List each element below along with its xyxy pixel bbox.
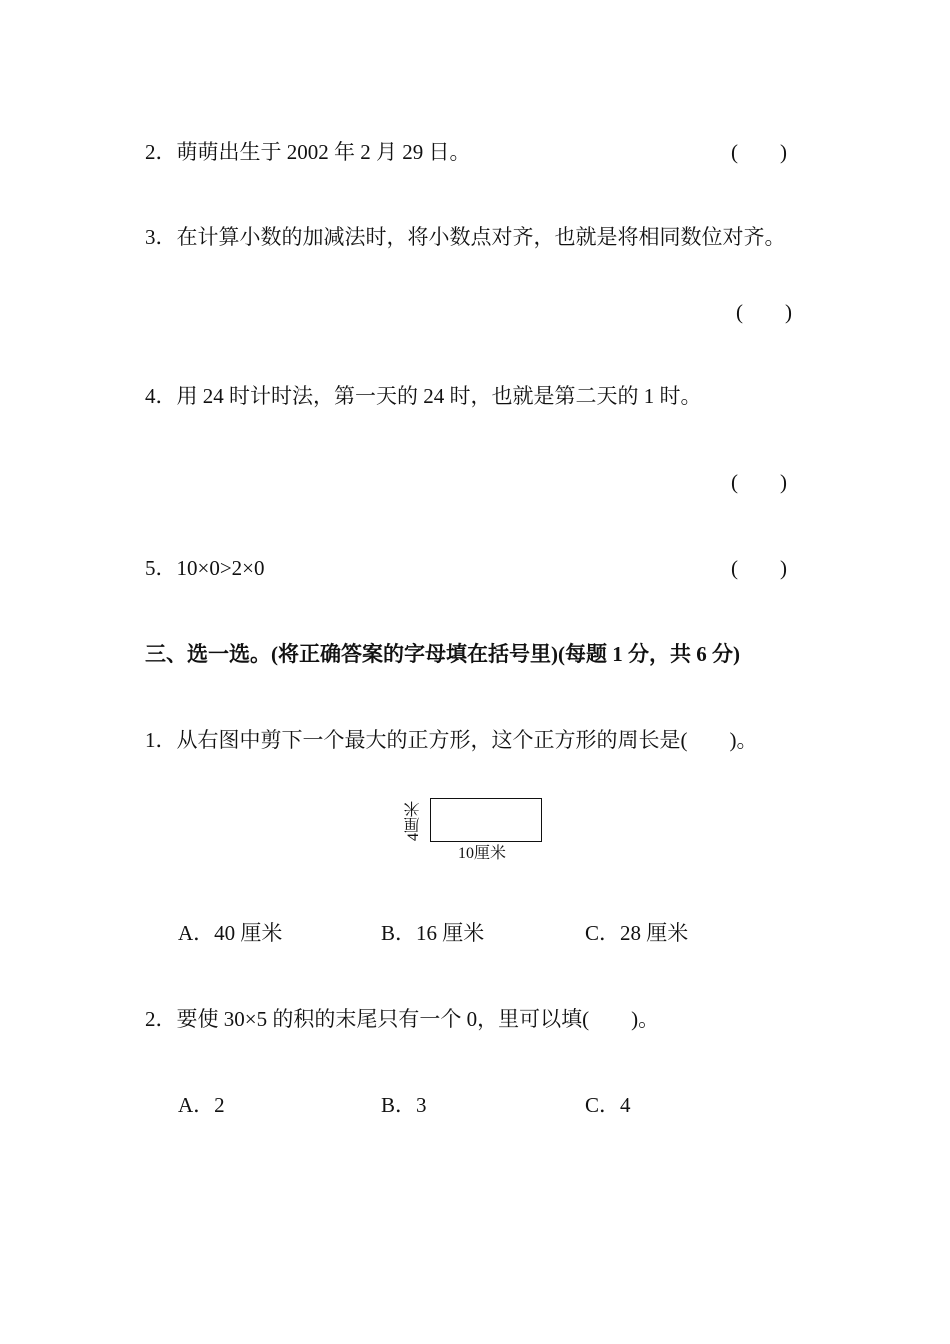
question-2-text: 2．要使 30×5 的积的末尾只有一个 0，里可以填( )。 xyxy=(145,1007,660,1031)
judge-item-2-text: 2．萌萌出生于 2002 年 2 月 29 日。 xyxy=(145,140,471,164)
option-b: B．16 厘米 xyxy=(381,921,485,945)
width-label: 10厘米 xyxy=(458,845,507,862)
rectangle-shape xyxy=(430,798,542,842)
judge-item-4-text: 4．用 24 时计时法，第一天的 24 时，也就是第二天的 1 时。 xyxy=(145,384,702,408)
question-1-text: 1．从右图中剪下一个最大的正方形，这个正方形的周长是( )。 xyxy=(145,728,758,752)
option-c: C．4 xyxy=(585,1093,631,1117)
height-label: 4厘米 xyxy=(405,801,422,841)
option-a: A．40 厘米 xyxy=(178,921,283,945)
option-c: C．28 厘米 xyxy=(585,921,689,945)
answer-paren: ( ) xyxy=(731,470,787,494)
judge-item-3-text: 3．在计算小数的加减法时，将小数点对齐，也就是将相同数位对齐。 xyxy=(145,225,786,249)
answer-paren: ( ) xyxy=(736,300,792,324)
option-b: B．3 xyxy=(381,1093,427,1117)
section-heading: 三、选一选。(将正确答案的字母填在括号里)(每题 1 分，共 6 分) xyxy=(145,642,740,666)
answer-paren: ( ) xyxy=(731,556,787,580)
judge-item-5-text: 5．10×0>2×0 xyxy=(145,556,265,580)
rectangle-figure xyxy=(400,790,560,870)
option-a: A．2 xyxy=(178,1093,225,1117)
answer-paren: ( ) xyxy=(731,140,787,164)
